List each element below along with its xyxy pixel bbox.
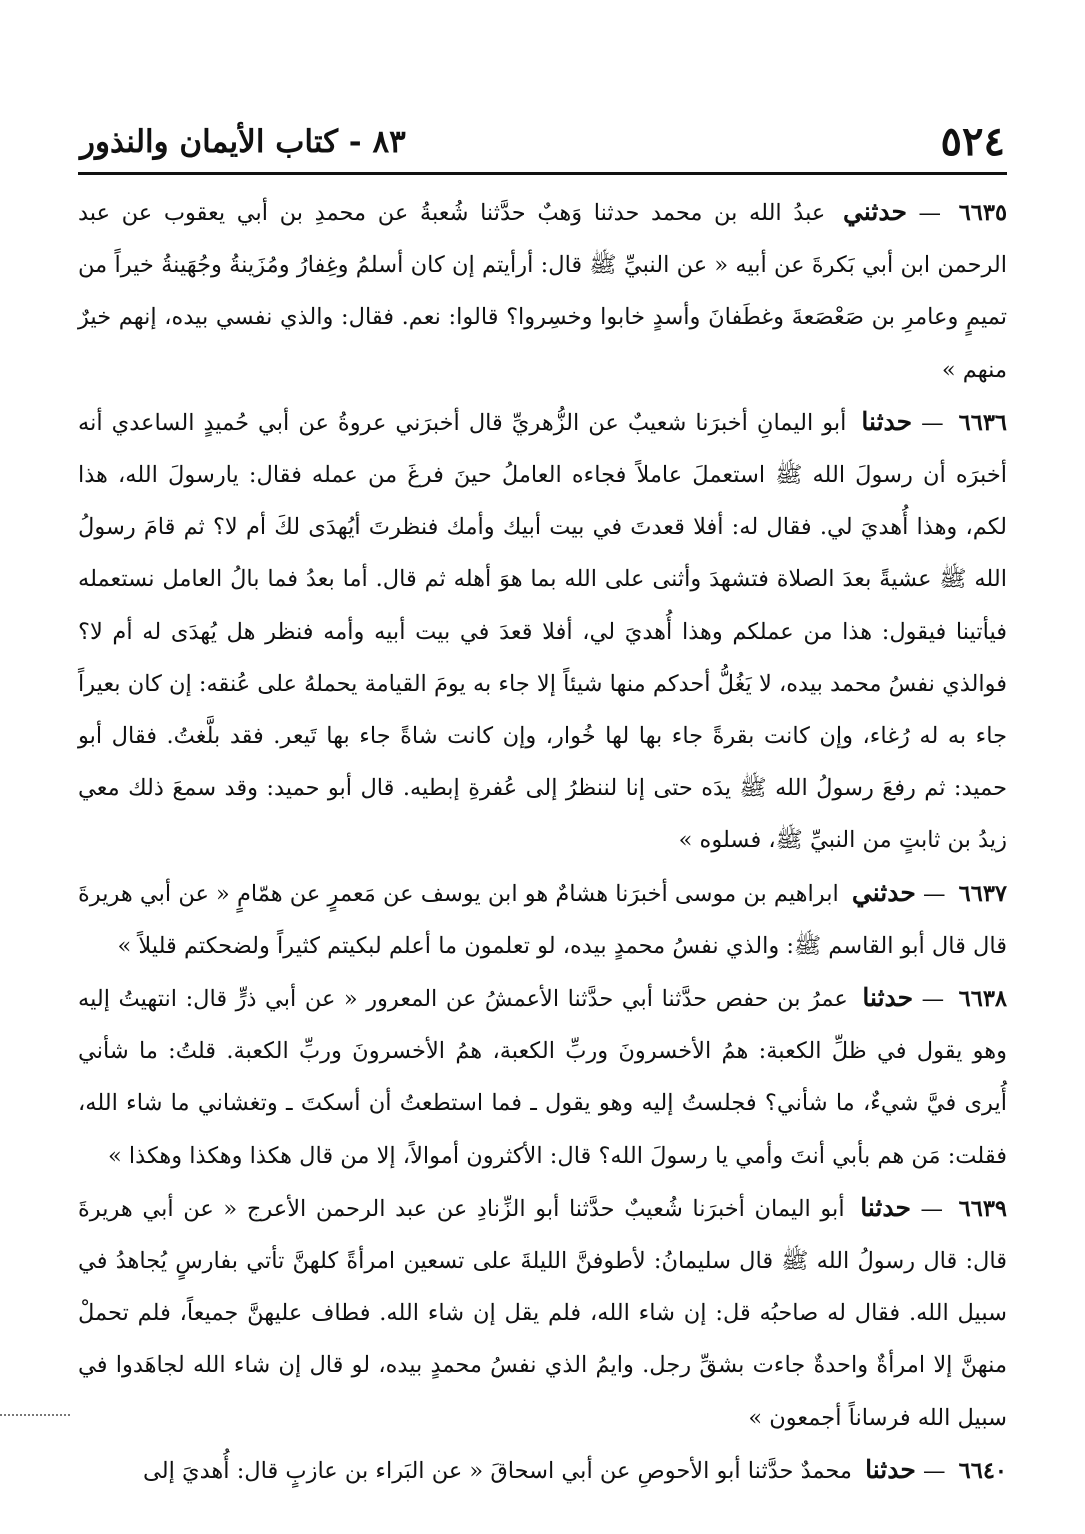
page-number: ٥٢٤ bbox=[940, 118, 1005, 165]
scan-artifact bbox=[0, 1414, 70, 1416]
hadith-6636 bbox=[78, 396, 1007, 867]
hadith-number: ٦٦٣٧ bbox=[958, 880, 1008, 907]
hadith-number: ٦٦٤٠ bbox=[958, 1457, 1007, 1484]
hadith-text: أبو اليمانِ أخبرَنا شعيبٌ عن الزُّهريِّ قال أخبرَني عروةُ عن أبي حُميدٍ الساعدي أنه أخبرَه أن رسولَ الله ﷺ استعملَ عاملاً فجاءه العاملُ حينَ فرغَ من عمله فقال: يارسولَ الله، هذا لكم، وهذا أُهديَ لي. فقال له: أفلا قعدتَ في بيت أبيك وأمك فنظرتَ أيُهدَى لكَ أم لا؟ ثم قامَ رسولُ الله ﷺ عشيةً بعدَ الصلاة فتشهدَ وأثنى على الله بما هوَ أهله ثم قال. أما بعدُ فما بالُ العامل نستعمله فيأتينا فيقول: هذا من عملكم وهذا أُهديَ لي، أفلا قعدَ في بيت أبيه وأمه فنظر هل يُهدَى له أم لا؟ فوالذي نفسُ محمد بيده، لا يَغُلُّ أحدكم منها شيئاً إلا جاء به يومَ القيامة يحملهُ على عُنقه: إن كان بعيراً جاء به له رُغاء، وإن كانت بقرةً جاء بها لها خُوار، وإن كانت شاةً جاء بها تَيعر. فقد بلَّغتُ. فقال أبو حميد: ثم رفعَ رسولُ الله ﷺ يدَه حتى إنا لننظرُ إلى عُفرةِ إبطيه. قال أبو حميد: وقد سمعَ ذلك معي زيدُ بن ثابتٍ من النبيِّ ﷺ، فسلوه » bbox=[78, 409, 1007, 854]
hadith-text: ابراهيم بن موسى أخبرَنا هشامٌ هو ابن يوسف عن مَعمرٍ عن همّامٍ « عن أبي هريرةَ قال قال أبو القاسم ﷺ: والذي نفسُ محمدٍ بيده، لو تعلمون ما أعلم لبكيتم كثيراً ولضحكتم قليلاً » bbox=[78, 880, 1007, 959]
hadith-text: عبدُ الله بن محمد حدثنا وَهبٌ حدَّثنا شُعبةُ عن محمدِ بن أبي يعقوب عن عبد الرحمن ابن أبي بَكرةَ عن أبيه « عن النبيِّ ﷺ قال: أرأيتم إن كان أسلمُ وغِفارُ ومُزَينةُ وجُهَينةُ خيراً من تميمٍ وعامرِ بن صَعْصَعةَ وغطَفانَ وأسدٍ خابوا وخسِروا؟ قالوا: نعم. فقال: والذي نفسي بيده، إنهم خيرٌ منهم » bbox=[78, 200, 1007, 383]
hadith-text: أبو اليمان أخبرَنا شُعيبٌ حدَّثنا أبو الزِّنادِ عن عبد الرحمن الأعرج « عن أبي هريرةَ قال: قال رسولُ الله ﷺ قال سليمانُ: لأطوفنَّ الليلةَ على تسعين امرأةً كلهنَّ تأتي بفارسٍ يُجاهدُ في سبيل الله. فقال له صاحبُه قل: إن شاء الله، فلم يقل إن شاء الله. فطاف عليهنَّ جميعاً، فلم تحملْ منهنَّ إلا امرأةٌ واحدةٌ جاءت بشقِّ رجل. وايمُ الذي نفسُ محمدٍ بيده، لو قال إن شاء الله لجاهَدوا في سبيل الله فرساناً أجمعون » bbox=[78, 1195, 1007, 1431]
running-title: ٨٣ - كتاب الأيمان والنذور bbox=[80, 124, 406, 160]
hadith-dash: — bbox=[923, 1457, 946, 1484]
page-header bbox=[80, 112, 1005, 172]
hadith-6638 bbox=[78, 972, 1007, 1182]
hadith-opener: حدثني bbox=[842, 197, 907, 226]
header-divider bbox=[78, 172, 1007, 175]
hadith-number: ٦٦٣٥ bbox=[958, 200, 1008, 226]
hadith-6637 bbox=[78, 867, 1007, 972]
hadith-dash: — bbox=[920, 1195, 944, 1222]
hadith-opener: حدثنا bbox=[865, 1454, 916, 1484]
hadith-dash: — bbox=[918, 200, 942, 226]
hadith-text: محمدٌ حدَّثنا أبو الأحوصِ عن أبي اسحاقَ « عن البَراء بن عازبٍ قال: أُهديَ إلى bbox=[143, 1457, 852, 1484]
hadith-number: ٦٦٣٨ bbox=[958, 986, 1008, 1013]
hadith-6635 bbox=[78, 186, 1007, 396]
hadith-6640 bbox=[78, 1444, 1007, 1497]
hadith-dash: — bbox=[921, 409, 944, 436]
hadith-dash: — bbox=[923, 880, 946, 907]
hadith-opener: حدثنا bbox=[860, 1192, 911, 1222]
hadith-opener: حدثنا bbox=[861, 406, 913, 436]
hadith-opener: حدثني bbox=[851, 877, 916, 907]
hadith-text: عمرُ بن حفص حدَّثنا أبي حدَّثنا الأعمشُ عن المعرور « عن أبي ذرٍّ قال: انتهيتُ إليه وهو يقول في ظلِّ الكعبة: همُ الأخسرونَ وربِّ الكعبة، همُ الأخسرونَ وربِّ الكعبة. قلتُ: ما شأني أُيرى فيَّ شيءٌ، ما شأني؟ فجلستُ إليه وهو يقول ـ فما استطعتُ أن أسكتَ ـ وتغشاني ما شاء الله، فقلت: مَن هم بأبي أنتَ وأمي يا رسولَ الله؟ قال: الأكثرون أموالاً، إلا من قال هكذا وهكذا وهكذا » bbox=[78, 986, 1007, 1169]
hadith-number: ٦٦٣٦ bbox=[958, 409, 1008, 436]
hadith-6639 bbox=[78, 1182, 1007, 1444]
hadith-number: ٦٦٣٩ bbox=[958, 1195, 1007, 1222]
hadith-dash: — bbox=[921, 986, 945, 1013]
hadith-opener: حدثنا bbox=[862, 983, 914, 1013]
hadith-list bbox=[78, 186, 1007, 1497]
